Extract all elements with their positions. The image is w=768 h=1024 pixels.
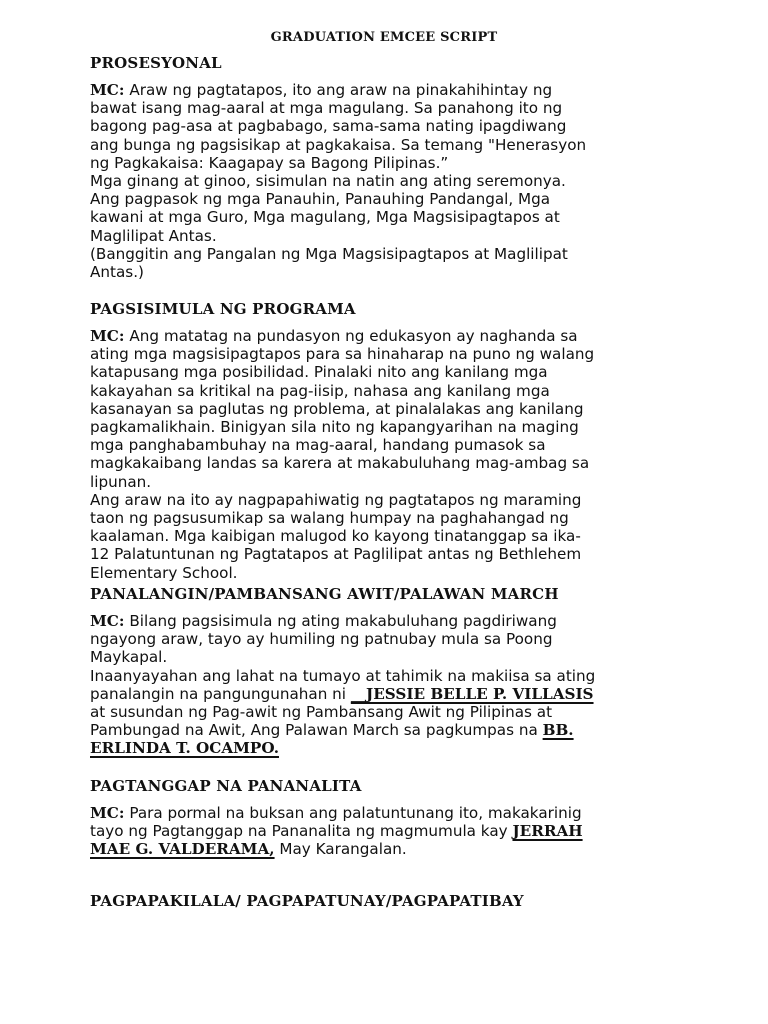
text-line: tayo ng Pagtanggap na Pananalita ng magmumula kay — [90, 822, 513, 841]
text-line: Bilang pagsisimula ng ating makabuluhang pagdiriwang — [129, 612, 557, 630]
text-line: ng Pagkakaisa: Kaagapay sa Bagong Pilipinas.” — [90, 153, 449, 172]
paragraph-pagtanggap — [90, 804, 690, 859]
text-line: Elementary School. — [90, 563, 238, 582]
text-line: May Karangalan. — [279, 840, 407, 859]
text-line: ngayong araw, tayo ay humiling ng patnubay mula sa Poong — [90, 630, 553, 649]
section-heading-prosesyonal: PROSESYONAL — [90, 54, 222, 72]
speaker-name-part1: JERRAH — [512, 822, 583, 841]
text-line: Inaanyayahan ang lahat na tumayo at tahimik na makiisa sa ating — [90, 666, 596, 685]
text-line: magkakaibang landas sa karera at makabuluhang mag-ambag sa — [90, 454, 590, 473]
conductor-name-part2: ERLINDA T. OCAMPO. — [90, 739, 279, 758]
text-line: 12 Palatuntunan ng Pagtatapos at Paglilipat antas ng Bethlehem — [90, 545, 582, 564]
text-line: bawat isang mag-aaral at mga magulang. Sa panahong ito ng — [90, 99, 563, 118]
text-line: Ang matatag na pundasyon ng edukasyon ay naghanda sa — [129, 327, 578, 345]
text-line: Maglilipat Antas. — [90, 226, 217, 245]
mc-label: MC: — [90, 81, 125, 99]
text-line: Antas.) — [90, 263, 144, 282]
mc-label: MC: — [90, 327, 125, 345]
section-heading-pagtanggap: PAGTANGGAP NA PANANALITA — [90, 777, 362, 795]
section-heading-pagpapakilala: PAGPAPAKILALA/ PAGPAPATUNAY/PAGPAPATIBAY — [90, 892, 524, 910]
mc-label: MC: — [90, 804, 125, 822]
text-line: mga panghabambuhay na mag-aaral, handang pumasok sa — [90, 436, 546, 455]
text-line: Para pormal na buksan ang palatuntunang ito, makakarinig — [129, 804, 582, 822]
text-line: kasanayan sa paglutas ng problema, at pinalalakas ang kanilang — [90, 399, 584, 418]
text-line: taon ng pagsusumikap sa walang humpay na paghahangad ng — [90, 509, 569, 528]
conductor-name-part1: BB. — [542, 721, 574, 740]
text-line: Pambungad na Awit, Ang Palawan March sa pagkumpas na — [90, 721, 543, 740]
text-line: at susundan ng Pag-awit ng Pambansang Awit ng Pilipinas at — [90, 703, 553, 722]
speaker-name-part2: MAE G. VALDERAMA, — [90, 840, 275, 859]
section-heading-panalangin: PANALANGIN/PAMBANSANG AWIT/PALAWAN MARCH — [90, 585, 559, 603]
paragraph-pagsisimula — [90, 327, 690, 582]
mc-label: MC: — [90, 612, 125, 630]
text-line: ating mga magsisipagtapos para sa hinaharap na puno ng walang — [90, 345, 595, 364]
text-line: panalangin na pangungunahan ni — [90, 684, 351, 703]
text-line: Mga ginang at ginoo, sisimulan na natin ang ating seremonya. — [90, 172, 566, 191]
text-line: kaalaman. Mga kaibigan malugod ko kayong tinatanggap sa ika- — [90, 527, 581, 546]
officiant-name-prayer: __JESSIE BELLE P. VILLASIS — [350, 684, 594, 703]
paragraph-prosesyonal — [90, 81, 690, 281]
paragraph-panalangin — [90, 612, 690, 758]
text-line: kakayahan sa kritikal na pag-iisip, nahasa ang kanilang mga — [90, 381, 550, 400]
text-line: kawani at mga Guro, Mga magulang, Mga Magsisipagtapos at — [90, 208, 560, 227]
text-line: bagong pag-asa at pagbabago, sama-sama nating ipagdiwang — [90, 117, 567, 136]
text-line: katapusang mga posibilidad. Pinalaki nito ang kanilang mga — [90, 363, 548, 382]
text-line: ang bunga ng pagsisikap at pagkakaisa. Sa temang "Henerasyon — [90, 135, 587, 154]
text-line: Ang pagpasok ng mga Panauhin, Panauhing Pandangal, Mga — [90, 190, 551, 209]
text-line: Araw ng pagtatapos, ito ang araw na pinakahihintay ng — [129, 81, 553, 99]
text-line: Maykapal. — [90, 648, 168, 667]
text-line: pagkamalikhain. Binigyan sila nito ng kapangyarihan na maging — [90, 418, 579, 437]
section-heading-pagsisimula: PAGSISIMULA NG PROGRAMA — [90, 300, 356, 318]
text-line: lipunan. — [90, 472, 152, 491]
text-line: Ang araw na ito ay nagpapahiwatig ng pagtatapos ng maraming — [90, 490, 582, 509]
text-line: (Banggitin ang Pangalan ng Mga Magsisipagtapos at Maglilipat — [90, 244, 568, 263]
document-title: GRADUATION EMCEE SCRIPT — [270, 30, 498, 45]
